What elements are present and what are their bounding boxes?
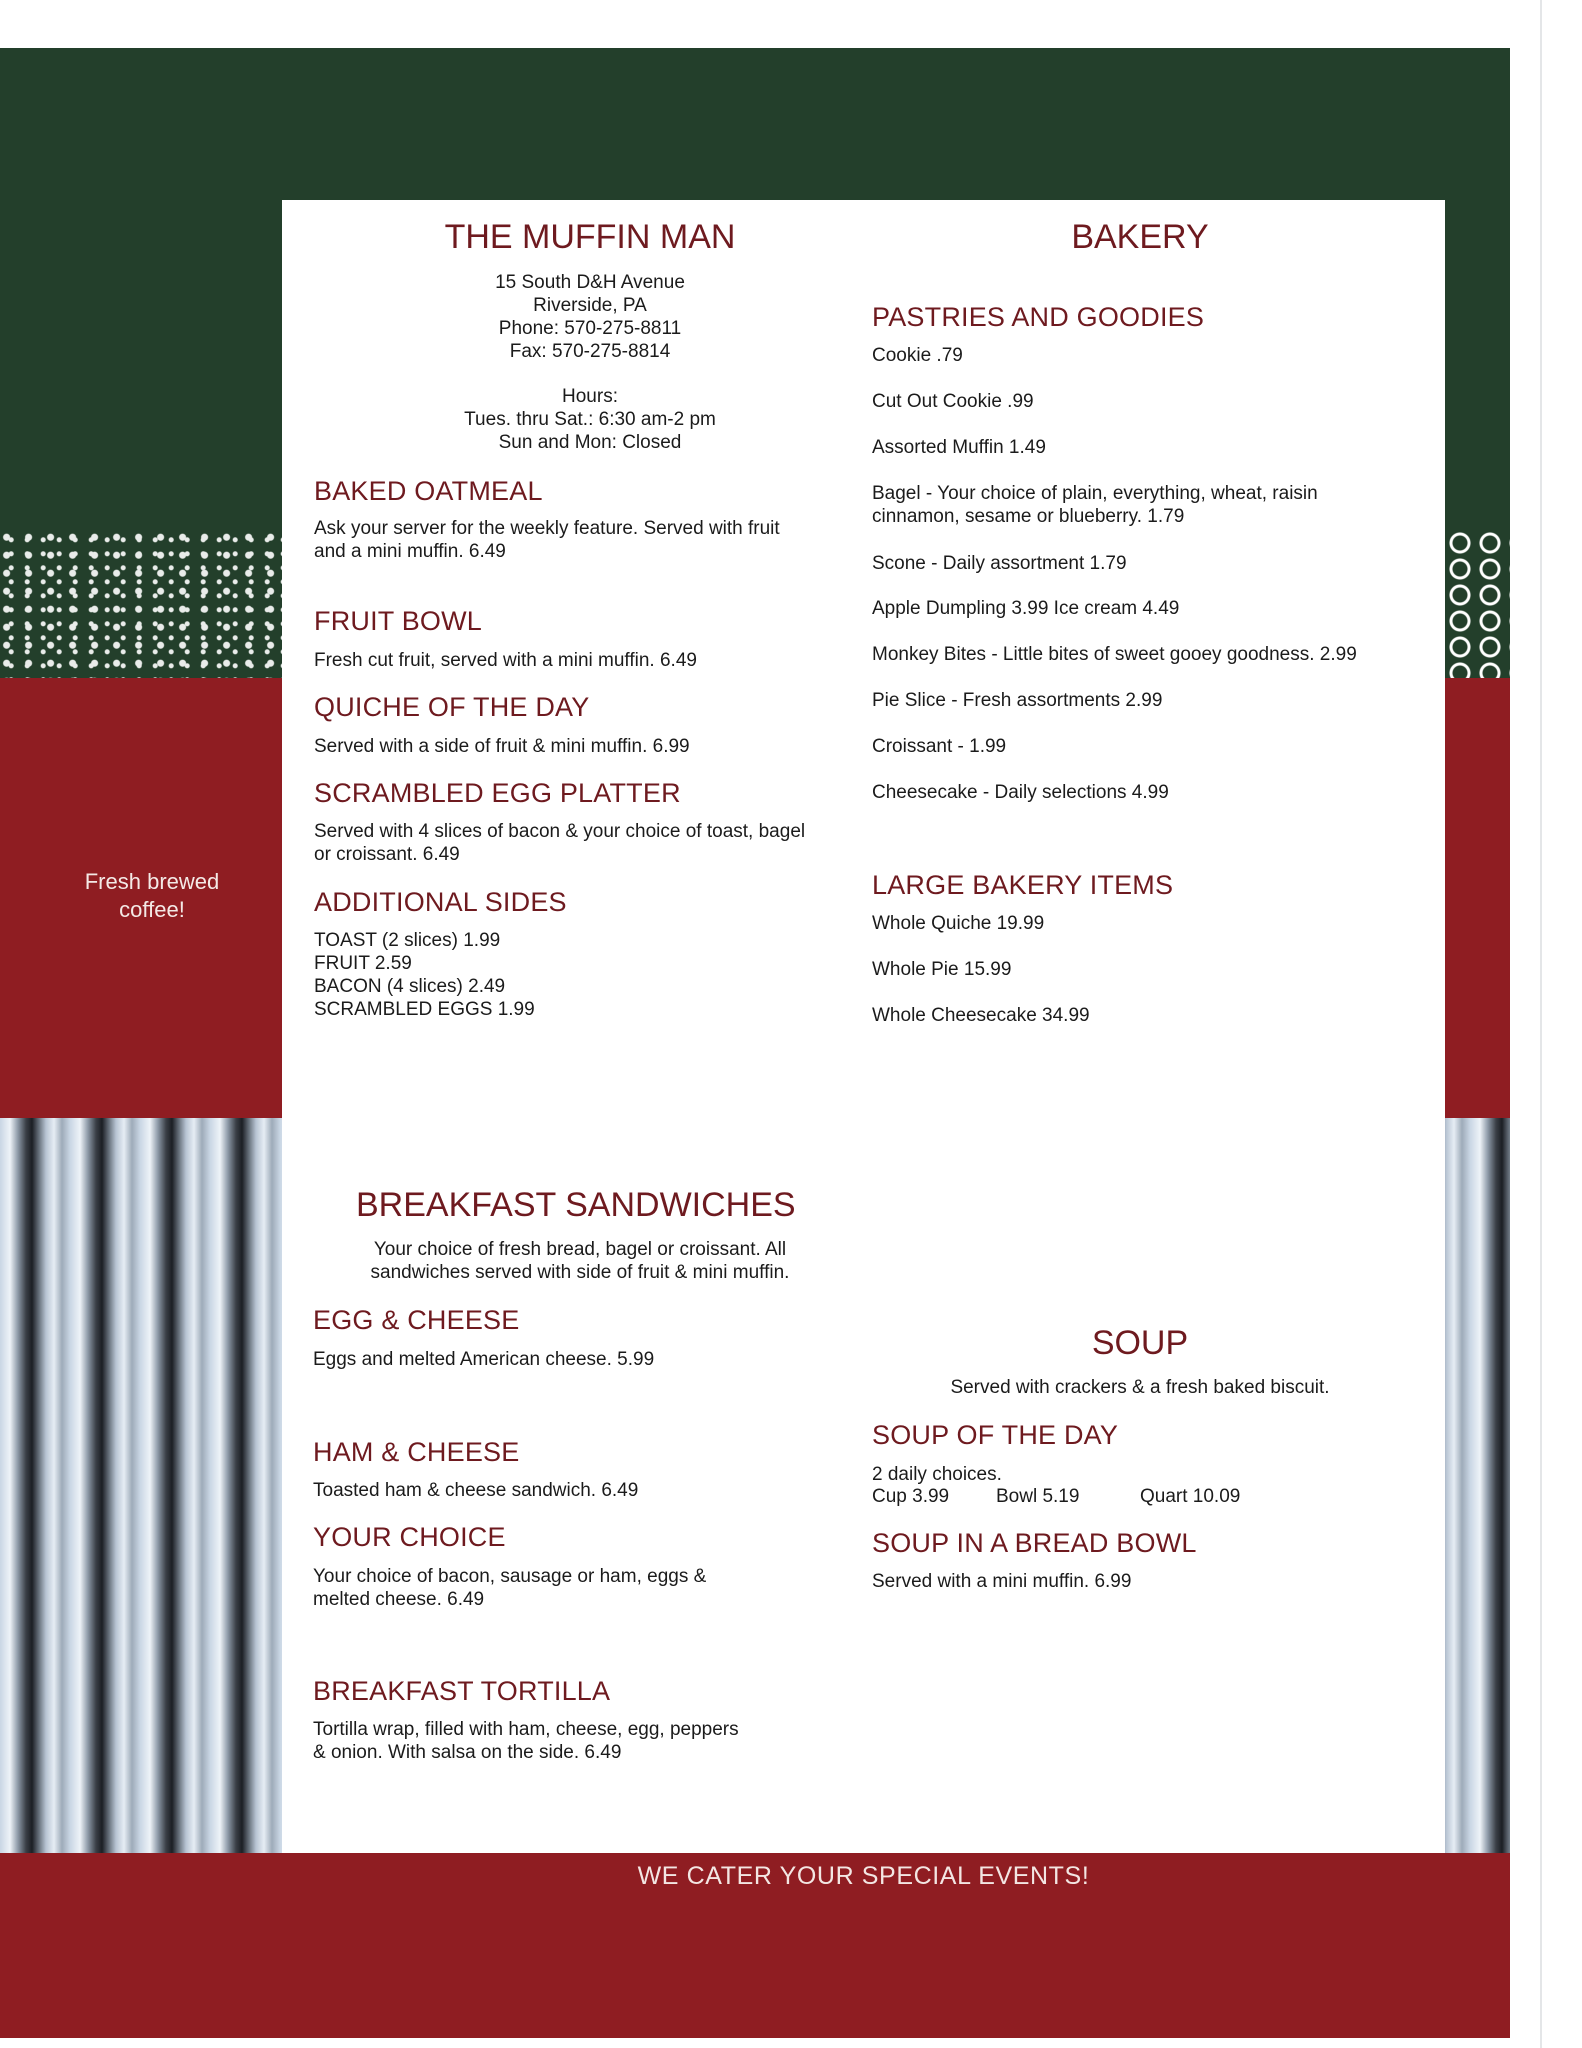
section-title-additional-sides: ADDITIONAL SIDES [314, 887, 567, 917]
hours-line: Sun and Mon: Closed [498, 432, 682, 453]
sandwiches-intro [330, 1238, 830, 1284]
desc-line: Served with 4 slices of bacon & your choice of toast, bagel [314, 821, 806, 842]
pastry-item: Monkey Bites - Little bites of sweet gooey goodness. 2.99 [872, 644, 1357, 665]
soup-intro: Served with crackers & a fresh baked biscuit. [950, 1377, 1330, 1398]
pastry-item: Cut Out Cookie .99 [872, 391, 1034, 412]
side-item: SCRAMBLED EGGS 1.99 [314, 999, 535, 1020]
address-line: Riverside, PA [533, 295, 647, 316]
section-title-large-bakery: LARGE BAKERY ITEMS [872, 870, 1174, 900]
catering-banner: WE CATER YOUR SPECIAL EVENTS! [637, 1862, 1090, 1890]
soup-size-quart: Quart 10.09 [1140, 1486, 1241, 1507]
section-title-egg-cheese: EGG & CHEESE [313, 1305, 520, 1335]
side-item: FRUIT 2.59 [314, 953, 412, 974]
sandwiches-title: BREAKFAST SANDWICHES [356, 1186, 796, 1224]
section-title-ham-cheese: HAM & CHEESE [313, 1437, 520, 1467]
section-title-quiche: QUICHE OF THE DAY [314, 692, 590, 722]
desc-line: Tortilla wrap, filled with ham, cheese, egg, peppers [313, 1719, 739, 1740]
coffee-note-line: coffee! [119, 897, 185, 922]
restaurant-title: THE MUFFIN MAN [444, 218, 736, 256]
hours-line: Tues. thru Sat.: 6:30 am-2 pm [464, 409, 716, 430]
coffee-note-line: Fresh brewed [84, 869, 220, 894]
large-item: Whole Quiche 19.99 [872, 913, 1045, 934]
large-item: Whole Cheesecake 34.99 [872, 1005, 1090, 1026]
ham-cheese-desc: Toasted ham & cheese sandwich. 6.49 [313, 1480, 639, 1501]
soup-choices: 2 daily choices. [872, 1464, 1002, 1485]
section-title-fruit-bowl: FRUIT BOWL [314, 606, 483, 636]
hours-line: Hours: [562, 386, 618, 407]
pastry-item: Pie Slice - Fresh assortments 2.99 [872, 690, 1163, 711]
soup-size-bowl: Bowl 5.19 [996, 1486, 1080, 1507]
pastry-item: Apple Dumpling 3.99 Ice cream 4.49 [872, 598, 1180, 619]
fruit-bowl-desc: Fresh cut fruit, served with a mini muffin. 6.49 [314, 650, 697, 671]
side-item: TOAST (2 slices) 1.99 [314, 930, 501, 951]
quiche-desc: Served with a side of fruit & mini muffin. 6.99 [314, 736, 690, 757]
pastry-line: cinnamon, sesame or blueberry. 1.79 [872, 506, 1185, 527]
bread-bowl-desc: Served with a mini muffin. 6.99 [872, 1571, 1132, 1592]
pastry-item [872, 482, 1318, 528]
section-title-soup-of-day: SOUP OF THE DAY [872, 1420, 1119, 1450]
side-item: BACON (4 slices) 2.49 [314, 976, 506, 997]
address-line: 15 South D&H Avenue [495, 272, 685, 293]
tortilla-desc [313, 1718, 739, 1764]
pastry-line: Bagel - Your choice of plain, everything, wheat, raisin [872, 483, 1318, 504]
your-choice-desc [313, 1565, 706, 1611]
soup-size-cup: Cup 3.99 [872, 1486, 950, 1507]
texture-pattern-right [1445, 530, 1510, 678]
section-title-scrambled-egg: SCRAMBLED EGG PLATTER [314, 778, 681, 808]
intro-line: sandwiches served with side of fruit & mini muffin. [370, 1262, 790, 1283]
desc-line: melted cheese. 6.49 [313, 1589, 485, 1610]
pastry-item: Cheesecake - Daily selections 4.99 [872, 782, 1169, 803]
egg-cheese-desc: Eggs and melted American cheese. 5.99 [313, 1349, 655, 1370]
soup-title: SOUP [1091, 1324, 1189, 1362]
additional-sides-list [314, 929, 535, 1021]
section-title-bread-bowl: SOUP IN A BREAD BOWL [872, 1528, 1197, 1558]
bakery-title: BAKERY [1071, 218, 1209, 256]
desc-line: & onion. With salsa on the side. 6.49 [313, 1742, 622, 1763]
address-block [390, 271, 790, 363]
pastry-item: Croissant - 1.99 [872, 736, 1007, 757]
baked-oatmeal-desc [314, 517, 780, 563]
section-title-baked-oatmeal: BAKED OATMEAL [314, 476, 543, 506]
texture-pattern-left [0, 530, 282, 678]
pastry-item: Assorted Muffin 1.49 [872, 437, 1046, 458]
section-title-pastries: PASTRIES AND GOODIES [872, 302, 1205, 332]
section-title-tortilla: BREAKFAST TORTILLA [313, 1676, 611, 1706]
desc-line: and a mini muffin. 6.49 [314, 541, 506, 562]
coffee-note [52, 868, 252, 924]
scrambled-egg-desc [314, 820, 805, 866]
page-edge [1540, 0, 1542, 2048]
desc-line: Ask your server for the weekly feature. Served with fruit [314, 518, 780, 539]
pastry-item: Scone - Daily assortment 1.79 [872, 553, 1127, 574]
desc-line: or croissant. 6.49 [314, 844, 460, 865]
intro-line: Your choice of fresh bread, bagel or croissant. All [373, 1239, 787, 1260]
fax-line: Fax: 570-275-8814 [509, 341, 671, 362]
pastry-item: Cookie .79 [872, 345, 963, 366]
hours-block [390, 385, 790, 454]
phone-line: Phone: 570-275-8811 [498, 318, 682, 339]
section-title-your-choice: YOUR CHOICE [313, 1522, 506, 1552]
desc-line: Your choice of bacon, sausage or ham, eggs & [313, 1566, 707, 1587]
large-item: Whole Pie 15.99 [872, 959, 1012, 980]
